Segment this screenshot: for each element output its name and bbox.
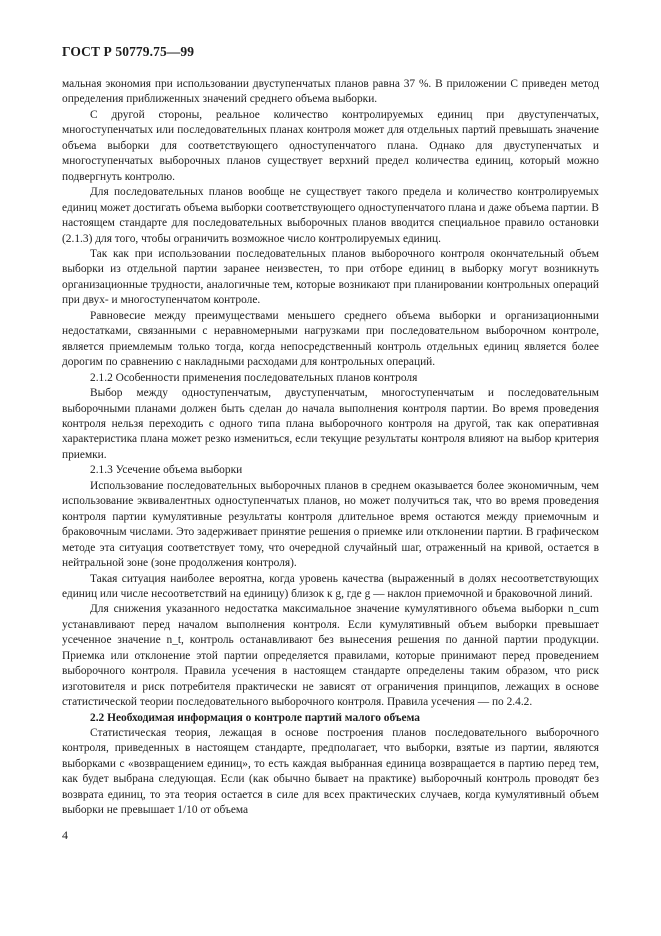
body-text xyxy=(62,77,599,819)
paragraph: Выбор между одноступенчатым, двуступенчатым, многоступенчатым и последовательным выборочными планами должен быть сделан до начала выполнения контроля партии. Во время проведения контроля нельзя переходить с одного типа плана выборочного контроля на другой, так как оперативная характеристика плана может резко измениться, если текущие результаты контроля влияют на выбор критерия приемки. xyxy=(62,387,599,461)
page-number: 4 xyxy=(62,828,68,842)
section-heading: 2.1.2 Особенности применения последовательных планов контроля xyxy=(90,371,418,384)
paragraph: Так как при использовании последовательных планов выборочного контроля окончательный объем выборки из отдельной партии заранее неизвестен, то при отборе единиц в выборку могут возникнуть организационные трудности, аналогичные тем, которые возникают при планировании контрольных операций при двух- и многоступенчатом контроле. xyxy=(62,247,599,307)
standard-header: ГОСТ Р 50779.75—99 xyxy=(62,44,195,59)
section-heading: 2.1.3 Усечение объема выборки xyxy=(90,464,243,477)
paragraph: Для снижения указанного недостатка максимальное значение кумулятивного объема выборки n_cum устанавливают перед началом выполнения контроля. Если кумулятивный объем выборки превышает усеченное значение n_t, контроль останавливают без вынесения решения по данной партии продукции. Приемка или отклонение этой партии определяется правилами, которые принимают перед проведением выборочного контроля. Правила усечения в настоящем стандарте определены таким образом, что риск изготовителя и риск потребителя практически не зависят от ограничения принципов, лежащих в основе статистической теории последовательного выборочного контроля. Правила усечения — по 2.4.2. xyxy=(62,603,599,709)
paragraph: С другой стороны, реальное количество контролируемых единиц при двуступенчатых, многоступенчатых или последовательных планах контроля может для отдельных партий превышать значение объема выборки для соответствующего одноступенчатого плана. Однако для двуступенчатых и многоступенчатых выборочных планов существует верхний предел количества единиц, который можно подвергнуть контролю. xyxy=(62,108,599,183)
paragraph: мальная экономия при использовании двуступенчатых планов равна 37 %. В приложении С приведен метод определения приближенных значений среднего объема выборки. xyxy=(62,78,599,106)
paragraph: Статистическая теория, лежащая в основе построения планов последовательного выборочного контроля, приведенных в настоящем стандарте, предполагает, что выборки, взятые из партии, являются выборками с «возвращением единиц», то есть каждая выбранная единица возвращается в партию перед тем, как будет выбрана следующая. Если (как обычно бывает на практике) выборочный контроль проводят без возврата единиц, то эта теория остается в силе для всех практических случаев, когда кумулятивный объем выборки не превышает 1/10 от объема xyxy=(62,727,599,817)
paragraph: Для последовательных планов вообще не существует такого предела и количество контролируемых единиц может достигать объема выборки соответствующего одноступенчатого плана и даже объема партии. В настоящем стандарте для последовательных выборочных планов вводится специальное правило остановки (2.1.3) для того, чтобы ограничить возможное число контролируемых единиц. xyxy=(62,186,599,245)
paragraph: Использование последовательных выборочных планов в среднем оказывается более экономичным, чем использование эквивалентных одноступенчатых планов, но может получиться так, что во время проведения контроля партии кумулятивные результаты контроля длительное время остаются между приемочным и браковочным числами. Это задерживает принятие решения о приемке или отклонении партии. В графическом методе эта ситуация соответствует тому, что очередной случайный шаг, отраженный на кривой, остается в нейтральной зоне (зоне продолжения контроля). xyxy=(62,479,599,570)
paragraph: Такая ситуация наиболее вероятна, когда уровень качества (выраженный в долях несоответствующих единиц или числе несоответствий на единицу) близок к g, где g — наклон приемочной и браковочной линий. xyxy=(62,572,599,600)
section-heading-bold: 2.2 Необходимая информация о контроле партий малого объема xyxy=(90,711,420,724)
paragraph: Равновесие между преимуществами меньшего среднего объема выборки и организационными недостатками, связанными с неравномерными нагрузками при последовательном выборочном контроле, является приемлемым только тогда, когда непосредственный контроль отдельных единиц является более дорогим по сравнению с накладными расходами для контрольных операций. xyxy=(62,309,599,369)
